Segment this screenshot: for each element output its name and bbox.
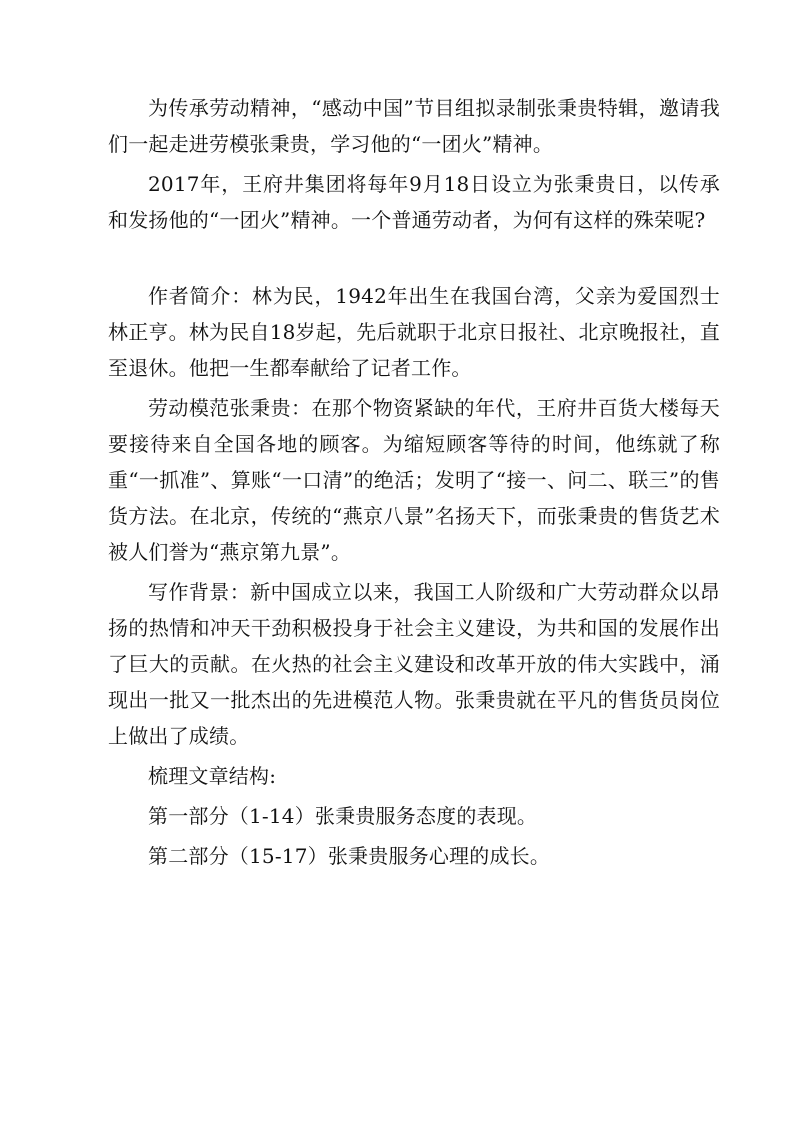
paragraph-zhangbinggui-day: 2017年，王府井集团将每年9月18日设立为张秉贵日，以传承和发扬他的“一团火”精神。一个普通劳动者，为何有这样的殊荣呢? (108, 172, 720, 232)
document-body (108, 90, 720, 874)
paragraph-author-intro: 作者简介：林为民，1942年出生在我国台湾，父亲为爱国烈士林正亨。林为民自18岁起，先后就职于北京日报社、北京晚报社，直至退休。他把一生都奉献给了记者工作。 (108, 284, 720, 380)
spacer (108, 238, 720, 278)
paragraph-background: 写作背景：新中国成立以来，我国工人阶级和广大劳动群众以昂扬的热情和冲天干劲积极投身于社会主义建设，为共和国的发展作出了巨大的贡献。在火热的社会主义建设和改革开放的伟大实践中，涌现出一批又一批杰出的先进模范人物。张秉贵就在平凡的售货员岗位上做出了成绩。 (108, 580, 720, 748)
paragraph-part-one: 第一部分（1-14）张秉贵服务态度的表现。 (148, 804, 538, 828)
paragraph-structure-heading: 梳理文章结构: (148, 764, 277, 788)
paragraph-labor-model: 劳动模范张秉贵：在那个物资紧缺的年代，王府井百货大楼每天要接待来自全国各地的顾客。为缩短顾客等待的时间，他练就了称重“一抓准”、算账“一口清”的绝活；发明了“接一、问二、联三”的售货方法。在北京，传统的“燕京八景”名扬天下，而张秉贵的售货艺术被人们誉为“燕京第九景”。 (108, 396, 720, 564)
paragraph-intro: 为传承劳动精神，“感动中国”节目组拟录制张秉贵特辑，邀请我们一起走进劳模张秉贵，学习他的“一团火”精神。 (108, 96, 720, 156)
paragraph-part-two: 第二部分（15-17）张秉贵服务心理的成长。 (148, 844, 551, 868)
